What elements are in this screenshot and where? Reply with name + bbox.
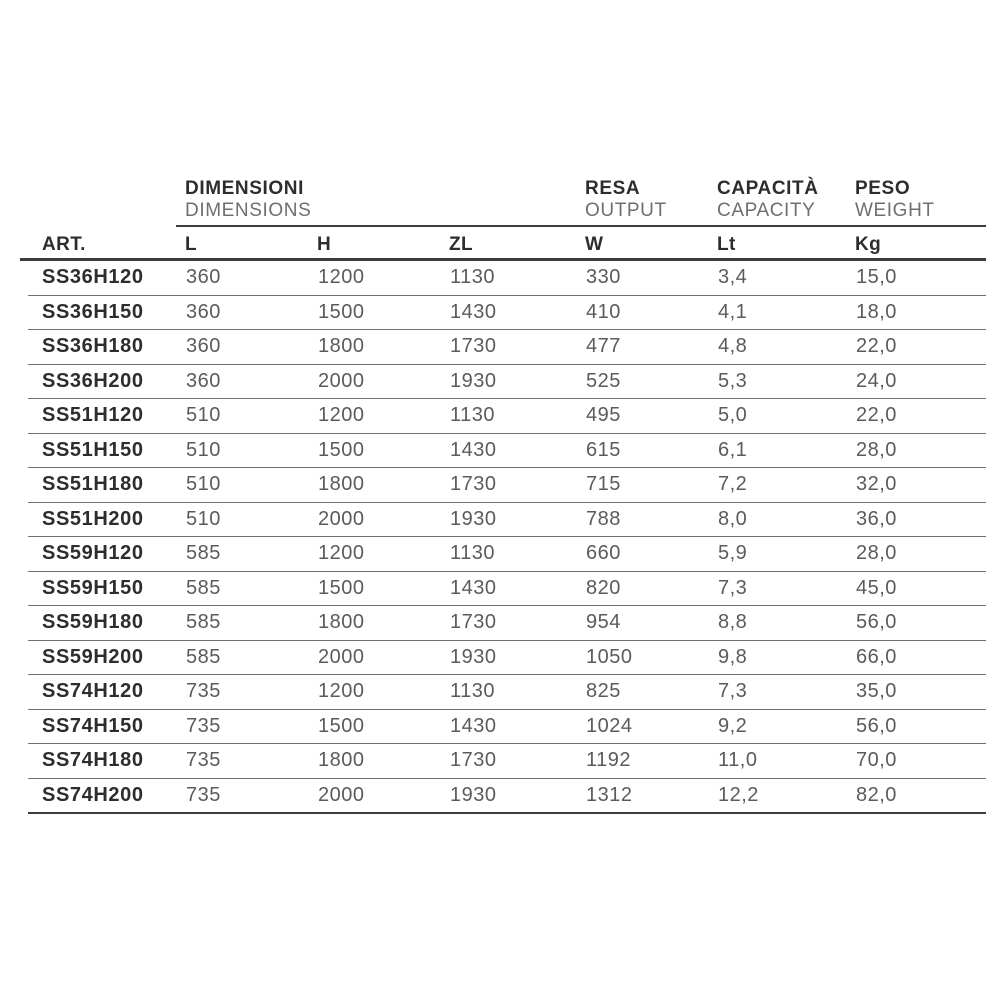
kg-cell: 15,0 [856,266,897,289]
lt-cell: 4,1 [718,300,748,323]
art-code-cell: SS59H120 [42,542,144,565]
art-code-cell: SS74H200 [42,783,144,806]
group-header-capacity [717,178,819,221]
zl-cell: 1130 [450,542,496,565]
kg-cell: 56,0 [856,714,897,737]
h-cell: 1200 [318,542,365,565]
l-cell: 735 [186,783,221,806]
lt-cell: 5,0 [718,404,748,427]
l-cell: 735 [186,749,221,772]
l-cell: 510 [186,507,221,530]
w-cell: 954 [586,611,621,634]
group-title: DIMENSIONI [185,178,304,199]
w-cell: 477 [586,335,621,358]
art-code-cell: SS36H120 [42,266,144,289]
art-code-cell: SS51H180 [42,473,144,496]
art-code-cell: SS74H120 [42,680,144,703]
kg-cell: 45,0 [856,576,897,599]
l-cell: 585 [186,542,221,565]
zl-cell: 1930 [450,645,497,668]
l-cell: 360 [186,369,221,392]
lt-cell: 6,1 [718,438,748,461]
w-cell: 1024 [586,714,633,737]
group-header-dimensions [185,178,311,221]
w-cell: 495 [586,404,621,427]
h-cell: 2000 [318,369,365,392]
h-cell: 1800 [318,335,365,358]
table-row [28,641,986,676]
zl-cell: 1930 [450,369,497,392]
lt-cell: 5,9 [718,542,748,565]
art-code-cell: SS51H120 [42,404,144,427]
l-cell: 510 [186,473,221,496]
h-cell: 1800 [318,611,365,634]
kg-cell: 28,0 [856,438,897,461]
h-cell: 1200 [318,266,365,289]
table-row [28,261,986,296]
table-row [28,572,986,607]
w-cell: 525 [586,369,621,392]
table-row [28,399,986,434]
h-cell: 2000 [318,507,365,530]
h-cell: 1500 [318,438,365,461]
zl-cell: 1730 [450,335,497,358]
l-cell: 735 [186,680,221,703]
l-cell: 585 [186,611,221,634]
zl-cell: 1430 [450,576,497,599]
lt-cell: 7,3 [718,680,748,703]
group-subtitle: OUTPUT [585,199,667,221]
lt-cell: 9,8 [718,645,748,668]
w-cell: 825 [586,680,621,703]
h-cell: 1200 [318,404,365,427]
table-row [28,503,986,538]
l-cell: 360 [186,266,221,289]
lt-cell: 8,8 [718,611,748,634]
w-cell: 715 [586,473,621,496]
column-header-l: L [185,234,198,255]
table-row [28,675,986,710]
w-cell: 615 [586,438,621,461]
table-row [28,537,986,572]
group-subtitle: WEIGHT [855,199,935,221]
group-subtitle: CAPACITY [717,199,816,221]
zl-cell: 1430 [450,438,497,461]
art-code-cell: SS59H200 [42,645,144,668]
art-code-cell: SS36H180 [42,335,144,358]
table-row [28,330,986,365]
art-code-cell: SS51H150 [42,438,144,461]
zl-cell: 1730 [450,473,497,496]
art-code-cell: SS74H180 [42,749,144,772]
kg-cell: 82,0 [856,783,897,806]
art-code-cell: SS36H200 [42,369,144,392]
zl-cell: 1930 [450,783,497,806]
w-cell: 410 [586,300,621,323]
h-cell: 2000 [318,645,365,668]
l-cell: 360 [186,335,221,358]
kg-cell: 22,0 [856,404,897,427]
lt-cell: 5,3 [718,369,748,392]
kg-cell: 36,0 [856,507,897,530]
art-code-cell: SS59H180 [42,611,144,634]
art-code-cell: SS51H200 [42,507,144,530]
table-row [28,744,986,779]
zl-cell: 1930 [450,507,497,530]
lt-cell: 8,0 [718,507,748,530]
column-header-kg: Kg [855,234,882,255]
l-cell: 510 [186,404,221,427]
column-header-art: ART. [42,234,86,255]
lt-cell: 7,3 [718,576,748,599]
lt-cell: 4,8 [718,335,748,358]
group-header-weight [855,178,935,221]
l-cell: 360 [186,300,221,323]
table-row [28,296,986,331]
w-cell: 1192 [586,749,632,772]
table-row [28,779,986,815]
w-cell: 1050 [586,645,633,668]
kg-cell: 70,0 [856,749,897,772]
column-header-lt: Lt [717,234,736,255]
zl-cell: 1730 [450,611,497,634]
h-cell: 1500 [318,576,365,599]
kg-cell: 24,0 [856,369,897,392]
h-cell: 1500 [318,714,365,737]
group-underline [176,225,986,227]
kg-cell: 66,0 [856,645,897,668]
column-header-h: H [317,234,332,255]
kg-cell: 56,0 [856,611,897,634]
l-cell: 510 [186,438,221,461]
art-code-cell: SS59H150 [42,576,144,599]
art-code-cell: SS74H150 [42,714,144,737]
column-header-zl: ZL [449,234,474,255]
zl-cell: 1430 [450,300,497,323]
l-cell: 735 [186,714,221,737]
kg-cell: 35,0 [856,680,897,703]
lt-cell: 12,2 [718,783,759,806]
art-code-cell: SS36H150 [42,300,144,323]
zl-cell: 1730 [450,749,497,772]
w-cell: 660 [586,542,621,565]
group-title: CAPACITÀ [717,178,819,199]
kg-cell: 32,0 [856,473,897,496]
lt-cell: 7,2 [718,473,748,496]
w-cell: 1312 [586,783,633,806]
h-cell: 1500 [318,300,365,323]
lt-cell: 11,0 [718,749,758,772]
table-row [28,710,986,745]
table-body [28,261,986,814]
zl-cell: 1430 [450,714,497,737]
lt-cell: 3,4 [718,266,748,289]
group-subtitle: DIMENSIONS [185,199,312,221]
table-row [28,365,986,400]
l-cell: 585 [186,576,221,599]
table-row [28,434,986,469]
h-cell: 1800 [318,749,365,772]
lt-cell: 9,2 [718,714,748,737]
zl-cell: 1130 [450,680,496,703]
h-cell: 2000 [318,783,365,806]
column-header-row [0,234,1000,258]
kg-cell: 18,0 [856,300,897,323]
w-cell: 330 [586,266,621,289]
h-cell: 1800 [318,473,365,496]
kg-cell: 22,0 [856,335,897,358]
table-row [28,468,986,503]
table-row [28,606,986,641]
w-cell: 788 [586,507,621,530]
group-header-output [585,178,667,221]
column-header-w: W [585,234,604,255]
l-cell: 585 [186,645,221,668]
zl-cell: 1130 [450,266,496,289]
zl-cell: 1130 [450,404,496,427]
group-title: RESA [585,178,641,199]
h-cell: 1200 [318,680,365,703]
w-cell: 820 [586,576,621,599]
kg-cell: 28,0 [856,542,897,565]
group-title: PESO [855,178,911,199]
